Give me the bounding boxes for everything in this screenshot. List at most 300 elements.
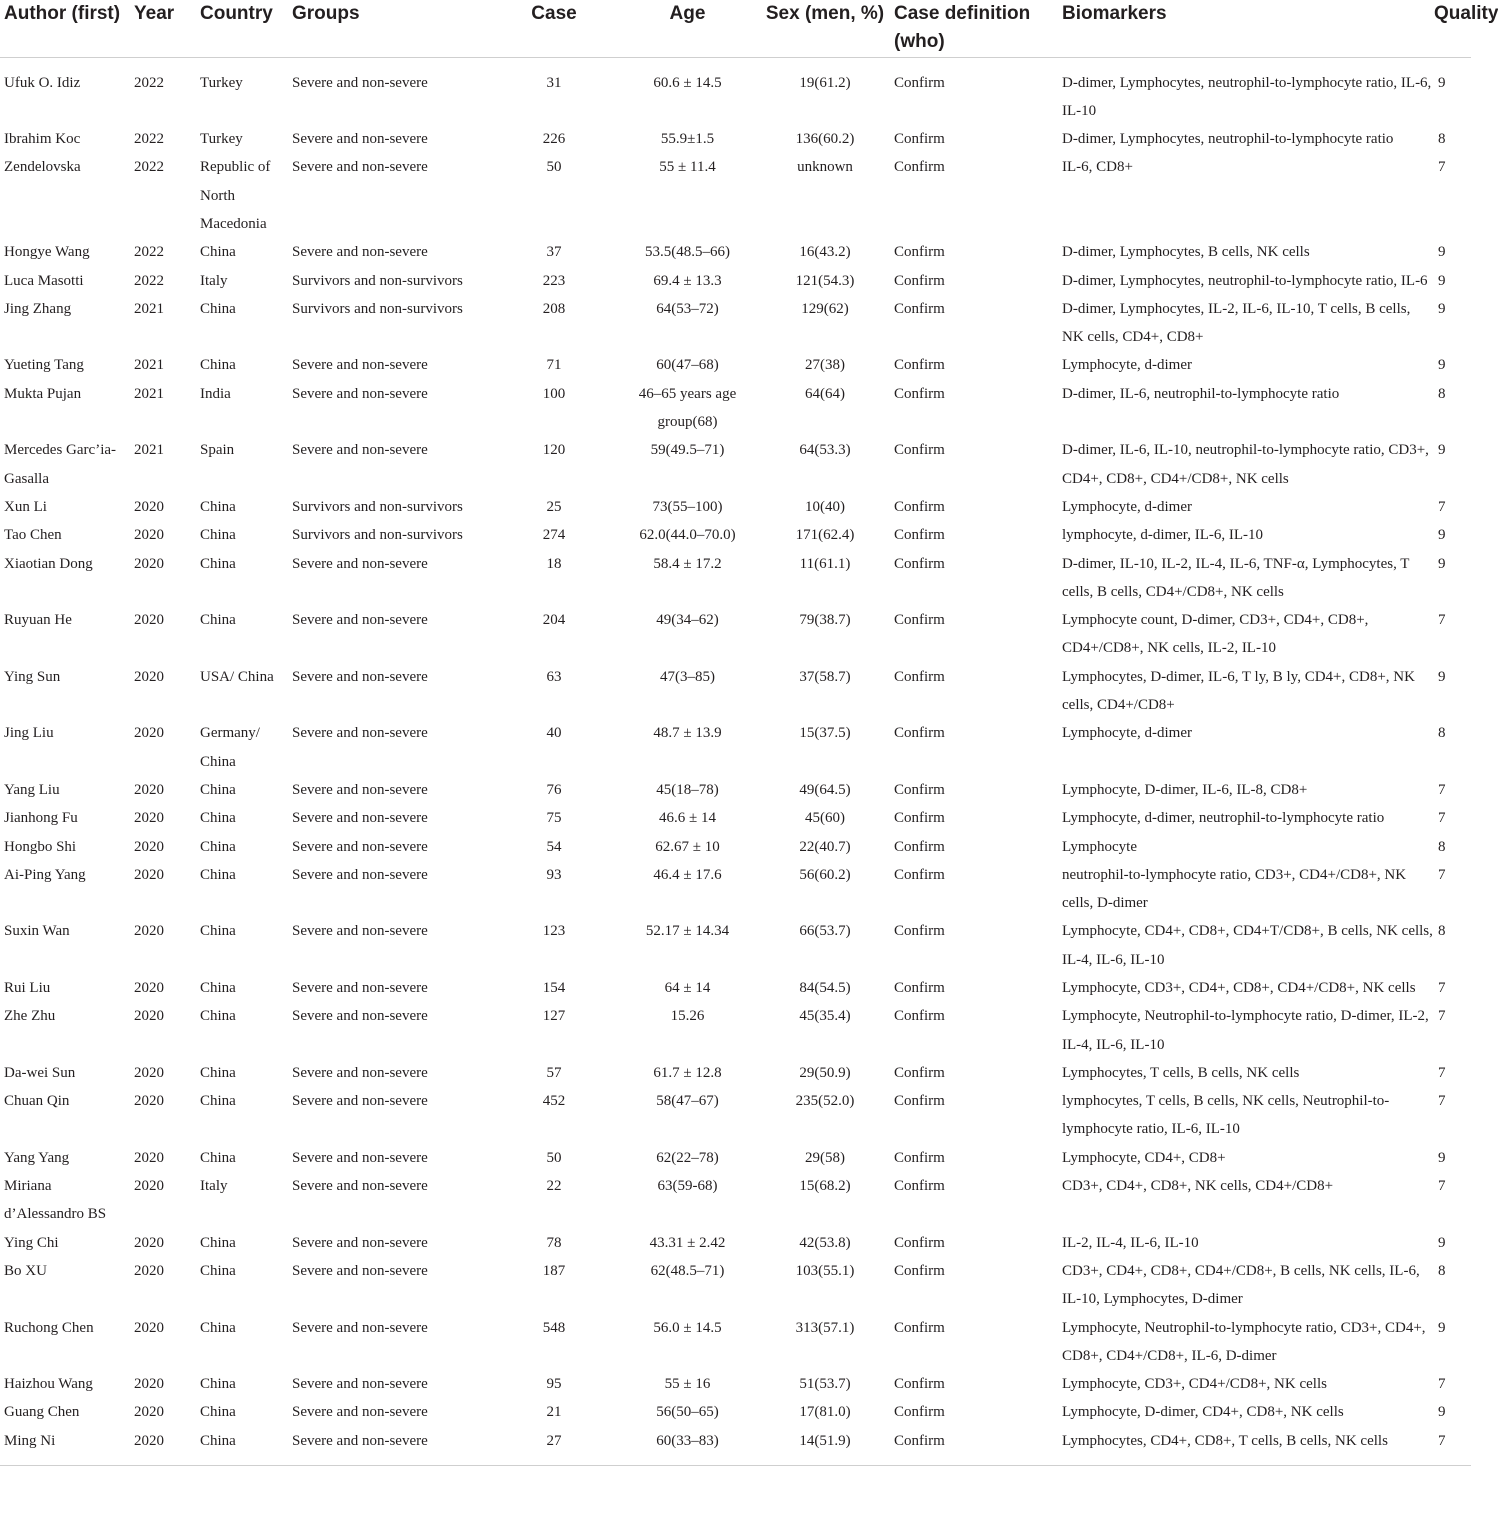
cell-case-definition: Confirm xyxy=(894,838,945,855)
cell-sex: 136(60.2) xyxy=(795,131,855,148)
cell-year: 2020 xyxy=(134,1093,164,1110)
table-row xyxy=(0,1229,1471,1257)
cell-age: 60(33–83) xyxy=(615,1427,760,1466)
cell-age: 63(59-68) xyxy=(657,1178,718,1195)
cell-age: 55.9±1.5 xyxy=(660,131,715,148)
cell-case-definition: Confirm xyxy=(894,442,945,459)
cell-country: China xyxy=(200,1008,236,1025)
cell-case: 208 xyxy=(542,300,566,317)
cell-sex: 17(81.0) xyxy=(799,1404,851,1421)
cell-sex: 79(38.7) xyxy=(799,612,851,629)
cell-age: 62.67 ± 10 xyxy=(655,838,720,855)
cell-case: 31 xyxy=(546,74,562,91)
table-row xyxy=(0,776,1471,804)
cell-groups: Severe and non-severe xyxy=(292,1149,428,1166)
cell-case-definition: Confirm xyxy=(894,272,945,289)
cell-case: 18 xyxy=(546,555,562,572)
table-header-row xyxy=(0,0,1471,57)
cell-case-definition: Confirm xyxy=(894,923,945,940)
cell-groups: Severe and non-severe xyxy=(292,1234,428,1251)
cell-quality: 9 xyxy=(1438,357,1446,374)
cell-sex: 15(37.5) xyxy=(799,725,851,742)
cell-sex: 235(52.0) xyxy=(795,1093,855,1110)
cell-age: 47(3–85) xyxy=(660,668,715,685)
cell-case: 154 xyxy=(542,980,566,996)
cell-case-definition: Confirm xyxy=(894,1008,945,1025)
cell-biomarkers: Lymphocyte, d-dimer xyxy=(1062,357,1192,374)
cell-age: 58(47–67) xyxy=(656,1093,719,1110)
cell-year: 2020 xyxy=(134,1178,164,1195)
cell-age: 62(48.5–71) xyxy=(650,1262,725,1279)
cell-sex: 15(68.2) xyxy=(799,1178,851,1195)
cell-sex: 56(60.2) xyxy=(799,866,851,883)
cell-age: 69.4 ± 13.3 xyxy=(653,272,722,289)
cell-groups: Severe and non-severe xyxy=(292,725,428,742)
cell-year: 2020 xyxy=(134,555,164,572)
cell-case-definition: Confirm xyxy=(894,498,945,515)
cell-year: 2021 xyxy=(134,385,164,402)
cell-author: Jianhong Fu xyxy=(4,810,78,827)
cell-country: China xyxy=(200,555,236,572)
cell-age: 52.17 ± 14.34 xyxy=(645,923,730,940)
cell-quality: 9 xyxy=(1438,527,1446,544)
cell-author: Hongbo Shi xyxy=(4,838,77,855)
cell-biomarkers: Lymphocytes, T cells, B cells, NK cells xyxy=(1062,1064,1300,1081)
cell-country: China xyxy=(200,923,236,940)
table-row xyxy=(0,1314,1471,1371)
cell-groups: Severe and non-severe xyxy=(292,1008,428,1025)
cell-year: 2020 xyxy=(134,781,164,798)
cell-age: 58.4 ± 17.2 xyxy=(653,555,722,572)
table-row xyxy=(0,974,1471,1002)
column-header-country: Country xyxy=(196,0,288,57)
cell-age: 43.31 ± 2.42 xyxy=(649,1234,726,1251)
cell-year: 2020 xyxy=(134,1008,164,1025)
cell-age: 60(47–68) xyxy=(656,357,719,374)
cell-age: 55 ± 11.4 xyxy=(659,159,716,176)
cell-biomarkers: IL-6, CD8+ xyxy=(1062,159,1133,176)
cell-year: 2020 xyxy=(134,838,164,855)
cell-country: China xyxy=(200,980,236,996)
cell-quality: 8 xyxy=(1438,725,1446,742)
cell-case-definition: Confirm xyxy=(894,1178,945,1195)
cell-case-definition: Confirm xyxy=(894,74,945,91)
cell-biomarkers: Lymphocyte, Neutrophil-to-lymphocyte ratio, CD3+, CD4+, CD8+, CD4+/CD8+, IL-6, D-dimer xyxy=(1062,1319,1426,1364)
cell-year: 2020 xyxy=(134,1149,164,1166)
cell-author: Guang Chen xyxy=(4,1404,80,1421)
cell-biomarkers: Lymphocytes, CD4+, CD8+, T cells, B cells, NK cells xyxy=(1058,1427,1434,1466)
cell-quality: 8 xyxy=(1438,131,1446,148)
cell-quality: 8 xyxy=(1438,385,1446,402)
cell-case-definition: Confirm xyxy=(894,385,945,402)
cell-quality: 9 xyxy=(1438,300,1446,317)
cell-year: 2020 xyxy=(134,923,164,940)
cell-age: 59(49.5–71) xyxy=(650,442,725,459)
cell-case-definition: Confirm xyxy=(894,1404,945,1421)
cell-case-definition: Confirm xyxy=(894,980,945,996)
cell-year: 2020 xyxy=(134,1376,164,1393)
cell-year: 2022 xyxy=(134,131,164,148)
cell-sex: 84(54.5) xyxy=(799,980,851,996)
cell-quality: 8 xyxy=(1438,838,1446,855)
cell-groups: Severe and non-severe xyxy=(292,555,428,572)
cell-country: Republic of North Macedonia xyxy=(200,159,271,232)
cell-groups: Survivors and non-survivors xyxy=(292,527,463,544)
cell-case: 223 xyxy=(542,272,566,289)
cell-country: Italy xyxy=(200,272,228,289)
cell-quality: 9 xyxy=(1438,1404,1446,1421)
cell-age: 55 ± 16 xyxy=(664,1376,711,1393)
cell-year: 2022 xyxy=(134,74,164,91)
cell-case-definition: Confirm xyxy=(894,527,945,544)
cell-author: Rui Liu xyxy=(4,980,51,996)
cell-year: 2020 xyxy=(134,810,164,827)
cell-groups: Severe and non-severe xyxy=(292,1178,428,1195)
cell-case-definition: Confirm xyxy=(894,1064,945,1081)
cell-case: 452 xyxy=(542,1093,566,1110)
cell-age: 46.6 ± 14 xyxy=(659,810,716,827)
cell-author: Yang Liu xyxy=(4,781,60,798)
cell-biomarkers: D-dimer, IL-6, IL-10, neutrophil-to-lymphocyte ratio, CD3+, CD4+, CD8+, CD4+/CD8+, NK cells xyxy=(1062,442,1429,487)
cell-case: 27 xyxy=(493,1427,615,1466)
cell-sex: 51(53.7) xyxy=(799,1376,851,1393)
cell-case: 548 xyxy=(542,1319,566,1336)
cell-case: 57 xyxy=(546,1064,562,1081)
cell-sex: 29(50.9) xyxy=(799,1064,851,1081)
cell-year: 2020 xyxy=(134,498,164,515)
cell-year: 2020 xyxy=(134,527,164,544)
table-row xyxy=(0,493,1471,521)
cell-case-definition: Confirm xyxy=(894,244,945,261)
column-header-quality: Quality xyxy=(1434,0,1471,57)
cell-country: China xyxy=(200,1404,236,1421)
cell-quality: 7 xyxy=(1438,1376,1446,1393)
cell-sex: 37(58.7) xyxy=(799,668,851,685)
table-row xyxy=(0,57,1471,125)
cell-year: 2021 xyxy=(134,300,164,317)
cell-quality: 7 xyxy=(1438,1093,1446,1110)
cell-case-definition: Confirm xyxy=(894,810,945,827)
cell-age: 60.6 ± 14.5 xyxy=(653,74,722,91)
cell-quality: 7 xyxy=(1438,866,1446,883)
cell-country: China xyxy=(200,300,236,317)
cell-country: China xyxy=(200,527,236,544)
cell-groups: Severe and non-severe xyxy=(292,838,428,855)
cell-sex: 16(43.2) xyxy=(799,244,851,261)
cell-biomarkers: D-dimer, Lymphocytes, neutrophil-to-lymphocyte ratio, IL-6, IL-10 xyxy=(1062,74,1432,119)
table-row xyxy=(0,1427,1471,1466)
table-row xyxy=(0,1172,1471,1229)
cell-sex: 171(62.4) xyxy=(795,527,855,544)
cell-case: 75 xyxy=(546,810,562,827)
cell-case: 78 xyxy=(546,1234,562,1251)
cell-quality: 9 xyxy=(1438,74,1446,91)
cell-groups: Severe and non-severe xyxy=(292,866,428,883)
cell-biomarkers: CD3+, CD4+, CD8+, CD4+/CD8+, B cells, NK cells, IL-6, IL-10, Lymphocytes, D-dimer xyxy=(1062,1262,1420,1308)
cell-country: Turkey xyxy=(200,131,243,148)
cell-groups: Severe and non-severe xyxy=(292,1262,428,1279)
cell-sex: 103(55.1) xyxy=(795,1262,855,1279)
table-row xyxy=(0,719,1471,776)
cell-sex: 121(54.3) xyxy=(795,272,855,289)
cell-country: China xyxy=(200,1234,236,1251)
cell-biomarkers: D-dimer, Lymphocytes, neutrophil-to-lymphocyte ratio xyxy=(1062,131,1394,148)
cell-age: 64(53–72) xyxy=(656,300,719,317)
cell-sex: 45(60) xyxy=(805,810,845,827)
cell-case-definition: Confirm xyxy=(894,131,945,148)
cell-country: China xyxy=(200,357,236,374)
cell-case-definition: Confirm xyxy=(894,1376,945,1393)
cell-age: 73(55–100) xyxy=(652,498,723,515)
cell-case-definition: Confirm xyxy=(894,866,945,883)
cell-case: 22 xyxy=(546,1178,562,1195)
cell-quality: 9 xyxy=(1438,1149,1446,1166)
table-row xyxy=(0,861,1471,918)
cell-country: China xyxy=(196,1427,288,1466)
column-header-case: Case xyxy=(493,0,615,57)
table-row xyxy=(0,1002,1471,1059)
table-row xyxy=(0,267,1471,295)
cell-age: 62(22–78) xyxy=(656,1149,719,1166)
cell-case-definition: Confirm xyxy=(894,1262,945,1279)
cell-sex: 66(53.7) xyxy=(799,923,851,940)
cell-biomarkers: Lymphocyte, D-dimer, IL-6, IL-8, CD8+ xyxy=(1062,781,1308,798)
cell-case: 93 xyxy=(546,866,562,883)
cell-country: China xyxy=(200,1064,236,1081)
table-row xyxy=(0,238,1471,266)
cell-author: Hongye Wang xyxy=(4,244,90,261)
cell-quality: 9 xyxy=(1438,555,1446,572)
cell-age: 53.5(48.5–66) xyxy=(645,244,730,261)
table-row xyxy=(0,833,1471,861)
cell-age: 56.0 ± 14.5 xyxy=(653,1319,722,1336)
cell-case-definition: Confirm xyxy=(894,1234,945,1251)
cell-author: Ruyuan He xyxy=(4,612,72,629)
cell-country: China xyxy=(200,810,236,827)
cell-quality: 7 xyxy=(1438,159,1446,176)
table-row xyxy=(0,606,1471,663)
cell-biomarkers: IL-2, IL-4, IL-6, IL-10 xyxy=(1062,1234,1199,1251)
cell-case: 50 xyxy=(546,159,562,176)
cell-country: India xyxy=(200,385,231,402)
cell-case: 120 xyxy=(542,442,566,459)
cell-country: Germany/ China xyxy=(200,725,260,770)
cell-groups: Severe and non-severe xyxy=(292,159,428,176)
cell-biomarkers: D-dimer, Lymphocytes, IL-2, IL-6, IL-10, T cells, B cells, NK cells, CD4+, CD8+ xyxy=(1062,300,1411,346)
cell-country: China xyxy=(200,838,236,855)
cell-sex: 64(64) xyxy=(805,385,845,402)
cell-case: 127 xyxy=(542,1008,566,1025)
cell-author: Zendelovska xyxy=(4,159,81,176)
cell-author: Haizhou Wang xyxy=(4,1376,93,1393)
cell-quality: 9 xyxy=(1438,272,1446,289)
cell-year: 2020 xyxy=(134,668,164,685)
cell-author: Mukta Pujan xyxy=(4,385,82,402)
cell-country: Spain xyxy=(200,442,235,459)
table-row xyxy=(0,1370,1471,1398)
cell-country: China xyxy=(200,612,236,629)
cell-case: 37 xyxy=(546,244,562,261)
cell-country: China xyxy=(200,498,236,515)
table-row xyxy=(0,295,1471,352)
column-header-case-definition: Case definition (who) xyxy=(890,0,1058,57)
cell-case: 226 xyxy=(542,131,566,148)
cell-age: 61.7 ± 12.8 xyxy=(653,1064,722,1081)
cell-biomarkers: D-dimer, Lymphocytes, neutrophil-to-lymphocyte ratio, IL-6 xyxy=(1062,272,1428,289)
cell-year: 2020 xyxy=(134,866,164,883)
cell-age: 46–65 years age group(68) xyxy=(638,385,737,431)
cell-sex: 22(40.7) xyxy=(799,838,851,855)
cell-quality: 7 xyxy=(1438,781,1446,798)
cell-quality: 7 xyxy=(1438,612,1446,629)
cell-case: 76 xyxy=(546,781,562,798)
cell-country: Italy xyxy=(200,1178,228,1195)
cell-sex: unknown xyxy=(797,159,853,176)
cell-case-definition: Confirm xyxy=(894,357,945,374)
cell-sex: 42(53.8) xyxy=(799,1234,851,1251)
cell-sex: 10(40) xyxy=(805,498,845,515)
cell-year: 2020 xyxy=(130,1427,196,1466)
cell-author: Zhe Zhu xyxy=(4,1008,56,1025)
cell-quality: 9 xyxy=(1438,1234,1446,1251)
cell-country: China xyxy=(200,1149,236,1166)
cell-biomarkers: lymphocyte, d-dimer, IL-6, IL-10 xyxy=(1062,527,1264,544)
cell-biomarkers: Lymphocyte count, D-dimer, CD3+, CD4+, CD8+, CD4+/CD8+, NK cells, IL-2, IL-10 xyxy=(1062,612,1369,657)
cell-country: China xyxy=(200,1319,236,1336)
cell-age: 48.7 ± 13.9 xyxy=(653,725,722,742)
cell-case-definition: Confirm xyxy=(894,612,945,629)
cell-biomarkers: Lymphocyte, d-dimer xyxy=(1062,725,1192,742)
cell-biomarkers: Lymphocyte xyxy=(1062,838,1137,855)
cell-groups: Severe and non-severe xyxy=(292,1404,428,1421)
cell-author: Ying Sun xyxy=(4,668,61,685)
cell-groups: Survivors and non-survivors xyxy=(292,272,463,289)
cell-case: 71 xyxy=(546,357,562,374)
cell-country: Turkey xyxy=(200,74,243,91)
cell-country: China xyxy=(200,1093,236,1110)
cell-author: Xiaotian Dong xyxy=(4,555,93,572)
cell-biomarkers: lymphocytes, T cells, B cells, NK cells, Neutrophil-to-lymphocyte ratio, IL-6, IL-10 xyxy=(1062,1093,1390,1138)
cell-quality: 7 xyxy=(1438,1008,1446,1025)
cell-groups: Survivors and non-survivors xyxy=(292,498,463,515)
cell-year: 2021 xyxy=(134,442,164,459)
cell-sex: 49(64.5) xyxy=(799,781,851,798)
table-row xyxy=(0,436,1471,493)
column-header-author: Author (first) xyxy=(0,0,130,57)
cell-case-definition: Confirm xyxy=(894,668,945,685)
cell-country: China xyxy=(200,1262,236,1279)
cell-year: 2022 xyxy=(134,159,164,176)
column-header-year: Year xyxy=(130,0,196,57)
cell-year: 2020 xyxy=(134,1064,164,1081)
cell-country: China xyxy=(200,1376,236,1393)
table-row xyxy=(0,1087,1471,1144)
cell-groups: Severe and non-severe xyxy=(292,781,428,798)
cell-author: Yang Yang xyxy=(4,1149,70,1166)
cell-case-definition: Confirm xyxy=(894,725,945,742)
cell-quality: 7 xyxy=(1438,1064,1446,1081)
table-row xyxy=(0,1144,1471,1172)
column-header-biomarkers: Biomarkers xyxy=(1058,0,1434,57)
cell-biomarkers: Lymphocyte, Neutrophil-to-lymphocyte ratio, D-dimer, IL-2, IL-4, IL-6, IL-10 xyxy=(1062,1008,1429,1053)
cell-year: 2020 xyxy=(134,725,164,742)
cell-country: China xyxy=(200,866,236,883)
cell-groups: Severe and non-severe xyxy=(292,244,428,261)
cell-author: Ai-Ping Yang xyxy=(4,866,86,883)
cell-age: 64 ± 14 xyxy=(664,980,711,996)
cell-age: 46.4 ± 17.6 xyxy=(653,866,722,883)
table-row xyxy=(0,804,1471,832)
cell-case: 274 xyxy=(542,527,566,544)
cell-case: 100 xyxy=(542,385,566,402)
cell-groups: Survivors and non-survivors xyxy=(292,300,463,317)
cell-sex: 64(53.3) xyxy=(799,442,851,459)
cell-quality: 9 xyxy=(1438,244,1446,261)
table-row xyxy=(0,351,1471,379)
cell-country: China xyxy=(200,781,236,798)
column-header-groups: Groups xyxy=(288,0,493,57)
cell-case: 123 xyxy=(542,923,566,940)
cell-year: 2022 xyxy=(134,244,164,261)
cell-year: 2020 xyxy=(134,980,164,996)
cell-biomarkers: D-dimer, Lymphocytes, B cells, NK cells xyxy=(1062,244,1310,261)
table-row xyxy=(0,125,1471,153)
cell-biomarkers: neutrophil-to-lymphocyte ratio, CD3+, CD4+/CD8+, NK cells, D-dimer xyxy=(1062,866,1407,912)
cell-year: 2021 xyxy=(134,357,164,374)
cell-author: Ying Chi xyxy=(4,1234,59,1251)
cell-quality: 9 xyxy=(1438,1319,1446,1336)
cell-author: Luca Masotti xyxy=(4,272,84,289)
cell-case-definition: Confirm xyxy=(894,1149,945,1166)
cell-biomarkers: Lymphocyte, CD4+, CD8+ xyxy=(1062,1149,1226,1166)
cell-case-definition: Confirm xyxy=(894,300,945,317)
cell-biomarkers: Lymphocyte, d-dimer, neutrophil-to-lymphocyte ratio xyxy=(1062,810,1385,827)
cell-case: 187 xyxy=(542,1262,566,1279)
table-row xyxy=(0,917,1471,974)
column-header-sex: Sex (men, %) xyxy=(760,0,890,57)
cell-groups: Severe and non-severe xyxy=(292,442,428,459)
cell-case-definition: Confirm xyxy=(890,1427,1058,1466)
cell-groups: Severe and non-severe xyxy=(292,1376,428,1393)
cell-quality: 7 xyxy=(1438,1178,1446,1195)
cell-author: Jing Liu xyxy=(4,725,54,742)
cell-quality: 7 xyxy=(1438,980,1446,996)
cell-author: Ruchong Chen xyxy=(4,1319,94,1336)
table-row xyxy=(0,550,1471,607)
cell-sex: 11(61.1) xyxy=(799,555,851,572)
cell-case: 25 xyxy=(546,498,562,515)
cell-groups: Severe and non-severe xyxy=(292,923,428,940)
cell-biomarkers: Lymphocyte, CD3+, CD4+/CD8+, NK cells xyxy=(1062,1376,1327,1393)
cell-groups: Severe and non-severe xyxy=(292,1093,428,1110)
table-row xyxy=(0,1059,1471,1087)
cell-quality: 9 xyxy=(1438,668,1446,685)
cell-groups: Severe and non-severe xyxy=(292,385,428,402)
cell-sex: 27(38) xyxy=(805,357,845,374)
cell-biomarkers: Lymphocyte, CD3+, CD4+, CD8+, CD4+/CD8+, NK cells xyxy=(1062,980,1416,996)
cell-country: China xyxy=(200,244,236,261)
cell-case: 50 xyxy=(546,1149,562,1166)
cell-year: 2020 xyxy=(134,612,164,629)
cell-groups: Severe and non-severe xyxy=(292,980,428,996)
cell-age: 45(18–78) xyxy=(656,781,719,798)
table-row xyxy=(0,1398,1471,1426)
cell-groups: Severe and non-severe xyxy=(292,74,428,91)
cell-sex: 14(51.9) xyxy=(760,1427,890,1466)
cell-quality: 8 xyxy=(1438,1262,1446,1279)
cell-year: 2020 xyxy=(134,1234,164,1251)
cell-biomarkers: Lymphocyte, d-dimer xyxy=(1062,498,1192,515)
